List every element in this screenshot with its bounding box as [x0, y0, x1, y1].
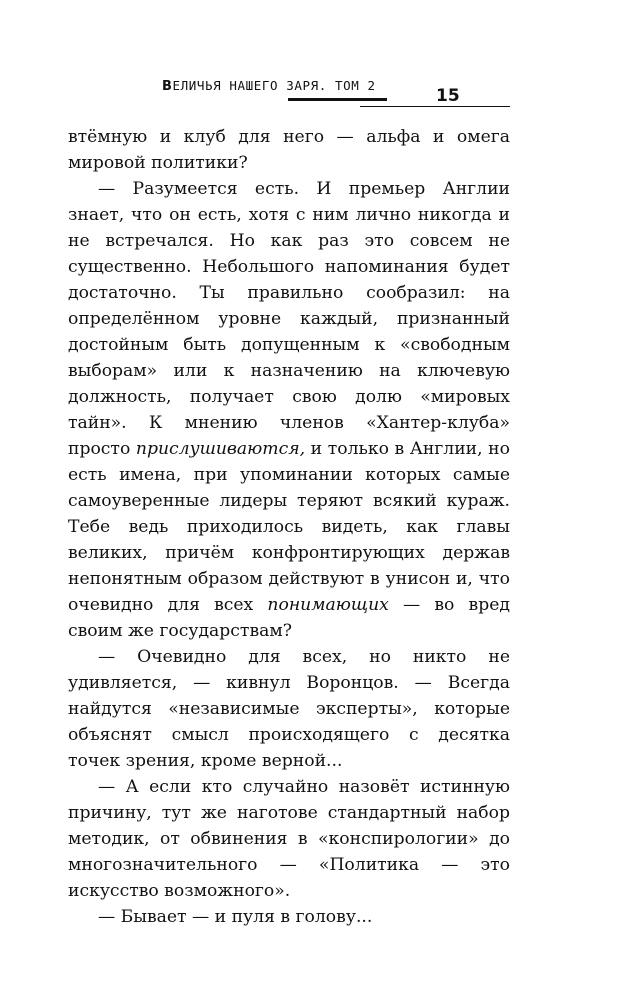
paragraph-text: — во вред своим же государствам? — [68, 595, 510, 641]
paragraph-text: втёмную и клуб для него — альфа и омега мировой политики? — [68, 127, 510, 173]
running-title — [162, 78, 376, 94]
paragraph-text: — Разумеется есть. И премьер Англии знает, что он есть, хотя с ним лично никогда и не встречался. Но как раз это совсем не существенно. Небольшого напоминания будет достаточно. Ты правильно сообразил: на определённом уровне каждый, признанный достойным быть допущенным к «свободным выборам» или к назначению на ключевую должность, получает свою долю «мировых тайн». К мнению членов «Хантер-клуба» просто — [68, 179, 510, 459]
page-number: 15 — [436, 86, 460, 106]
italic-emphasis: понимающих — [267, 595, 389, 615]
paragraph-text: — А если кто случайно назовёт истинную причину, тут же наготове стандартный набор методик, от обвинения в «конспирологии» до многозначительного — «Политика — это искусство возможного». — [68, 777, 510, 901]
italic-emphasis: прислушиваются, — [135, 439, 306, 459]
header-thin-rule — [360, 106, 510, 107]
paragraph-3 — [68, 644, 510, 774]
paragraph-2 — [68, 176, 510, 644]
running-title-rest: ЕЛИЧЬЯ НАШЕГО ЗАРЯ. ТОМ 2 — [172, 78, 376, 93]
paragraph-1 — [68, 124, 510, 176]
paragraph-5 — [68, 904, 510, 930]
paragraph-text: — Бывает — и пуля в голову... — [98, 907, 373, 927]
paragraph-4 — [68, 774, 510, 904]
running-title-first-letter: В — [162, 79, 173, 94]
paragraph-text: — Очевидно для всех, но никто не удивляется, — кивнул Воронцов. — Всегда найдутся «независимые эксперты», которые объяснят смысл происходящего с десятка точек зрения, кроме верной... — [68, 647, 510, 771]
paragraph-text: и только в Англии, но есть имена, при упоминании которых самые самоуверенные лидеры теряют всякий кураж. Тебе ведь приходилось видеть, как главы великих, причём конфронтирующих держав непонятным образом действуют в унисон и, что очевидно для всех — [68, 439, 510, 615]
body-text — [68, 124, 510, 930]
page-header — [0, 0, 619, 110]
header-thick-rule — [288, 98, 387, 101]
